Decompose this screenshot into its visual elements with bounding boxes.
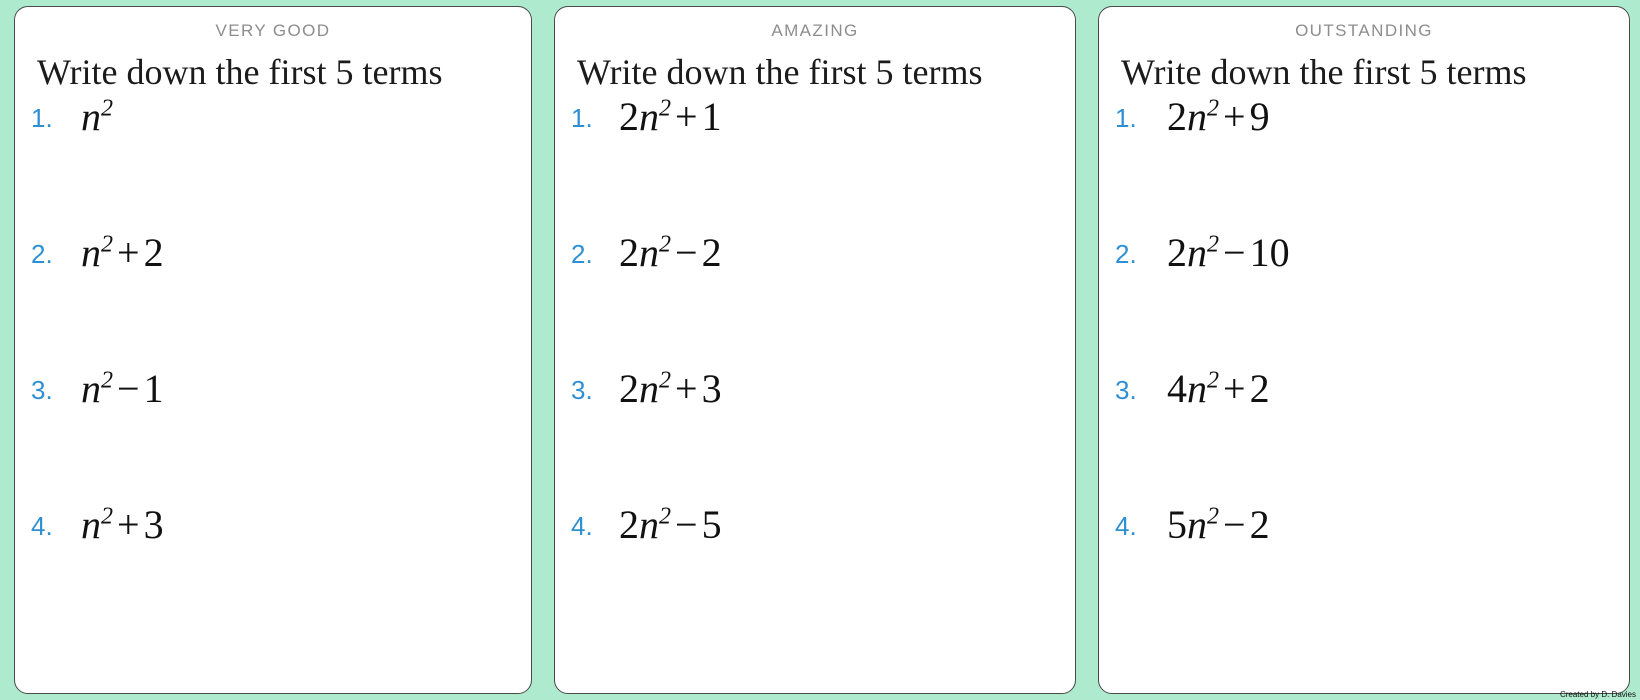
card-heading: Write down the first 5 terms <box>577 52 983 92</box>
question-list <box>31 93 515 679</box>
question-expression: $n^2$ <box>81 94 113 139</box>
card-heading: Write down the first 5 terms <box>37 52 443 92</box>
question-list <box>1115 93 1613 679</box>
task-card-amazing <box>554 6 1076 694</box>
list-item <box>1115 229 1613 365</box>
card-banner-label: AMAZING <box>771 21 859 40</box>
card-banner-label: OUTSTANDING <box>1295 21 1433 40</box>
list-item <box>571 501 1059 637</box>
list-item <box>571 365 1059 501</box>
question-number: 3. <box>31 375 53 405</box>
list-item <box>31 229 515 365</box>
question-number: 2. <box>31 239 53 269</box>
list-item <box>571 93 1059 229</box>
task-card-outstanding <box>1098 6 1630 694</box>
question-expression: $n^2 - 1$ <box>81 366 164 411</box>
list-item <box>31 365 515 501</box>
question-expression: $2n^2 + 1$ <box>619 94 722 139</box>
question-number: 4. <box>1115 511 1137 541</box>
question-number: 3. <box>571 375 593 405</box>
list-item <box>31 501 515 637</box>
question-expression: $4n^2 + 2$ <box>1167 366 1270 411</box>
question-number: 1. <box>1115 103 1137 133</box>
card-banner-label: VERY GOOD <box>215 21 331 40</box>
credit-label: Created by D. Davies <box>1559 690 1636 699</box>
question-expression: $2n^2 + 3$ <box>619 366 722 411</box>
question-expression: $2n^2 - 2$ <box>619 230 722 275</box>
question-expression: $2n^2 + 9$ <box>1167 94 1270 139</box>
list-item <box>1115 501 1613 637</box>
question-number: 4. <box>31 511 53 541</box>
list-item <box>571 229 1059 365</box>
question-number: 4. <box>571 511 593 541</box>
list-item <box>1115 93 1613 229</box>
question-number: 2. <box>571 239 593 269</box>
task-card-very-good <box>14 6 532 694</box>
question-expression: $5n^2 - 2$ <box>1167 502 1270 547</box>
card-heading: Write down the first 5 terms <box>1121 52 1527 92</box>
question-list <box>571 93 1059 679</box>
question-expression: $2n^2 - 10$ <box>1167 230 1290 275</box>
question-number: 1. <box>31 103 53 133</box>
list-item <box>1115 365 1613 501</box>
list-item <box>31 93 515 229</box>
question-expression: $2n^2 - 5$ <box>619 502 722 547</box>
question-expression: $n^2 + 2$ <box>81 230 164 275</box>
question-expression: $n^2 + 3$ <box>81 502 164 547</box>
question-number: 2. <box>1115 239 1137 269</box>
question-number: 1. <box>571 103 593 133</box>
question-number: 3. <box>1115 375 1137 405</box>
